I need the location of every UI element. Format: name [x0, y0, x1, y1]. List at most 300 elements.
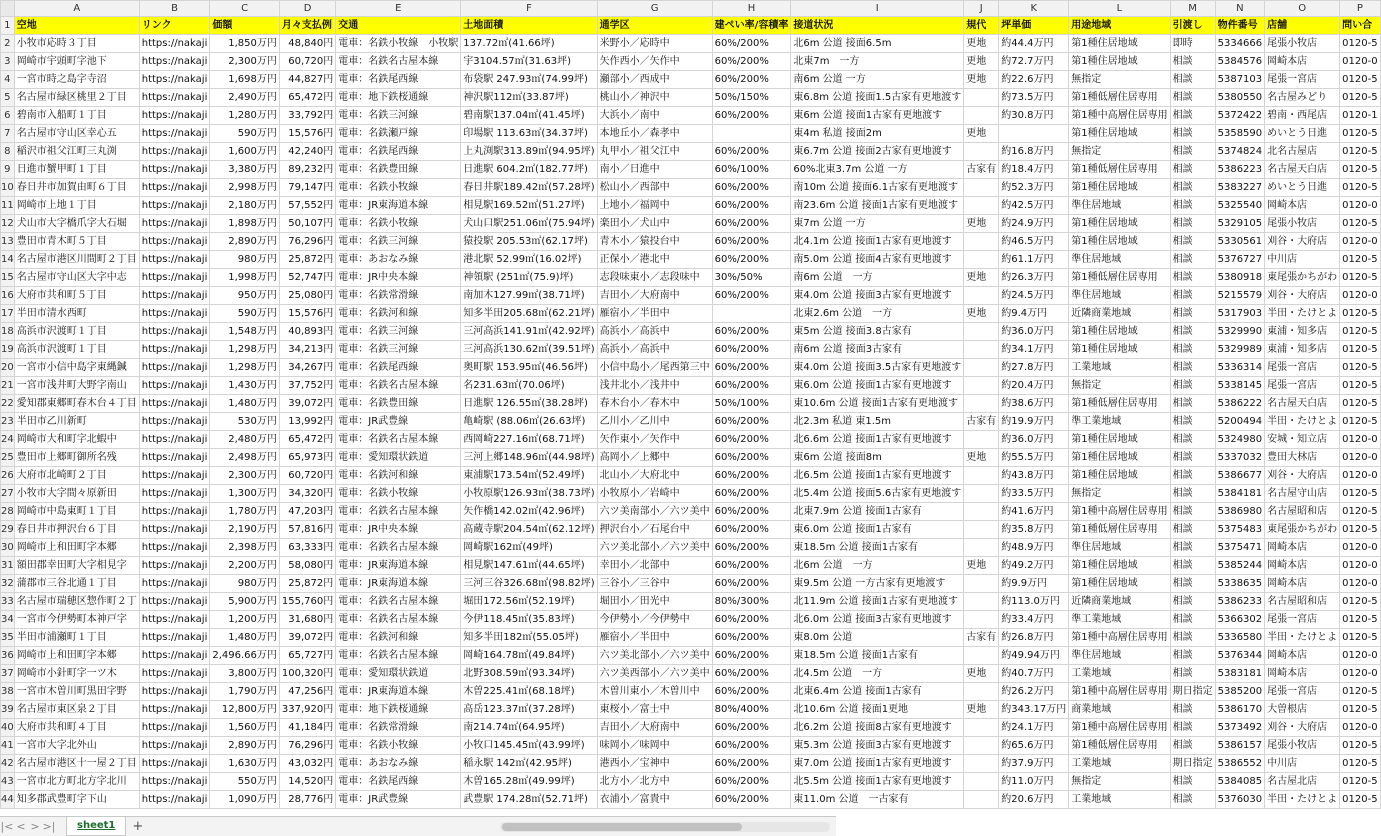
cell[interactable]: https://nakaji	[139, 233, 210, 251]
cell[interactable]: 相談	[1170, 377, 1215, 395]
cell[interactable]: 0120-5	[1340, 737, 1380, 755]
cell[interactable]: 無指定	[1069, 773, 1170, 791]
cell[interactable]	[964, 575, 999, 593]
cell[interactable]: 60%/200%	[712, 431, 791, 449]
cell[interactable]: 東4.0m 公道 接面3古家有更地渡す	[791, 287, 964, 305]
cell[interactable]: 60%/200%	[712, 251, 791, 269]
cell[interactable]: 約24.9万円	[999, 215, 1069, 233]
cell[interactable]: 約33.5万円	[999, 485, 1069, 503]
cell[interactable]: 0120-5	[1340, 341, 1380, 359]
cell[interactable]: 60%/200%	[712, 503, 791, 521]
cell[interactable]: 0120-0	[1340, 719, 1380, 737]
cell[interactable]: 六ツ美北部小／六ツ美中	[597, 539, 712, 557]
cell[interactable]: 一宮市今伊勢町本神戸字	[14, 611, 139, 629]
cell[interactable]: 南5.0m 公道 接面4古家有更地渡す	[791, 251, 964, 269]
cell[interactable]: 電車：JR中央本線	[336, 269, 461, 287]
cell[interactable]: 電車：名鉄三河線	[336, 233, 461, 251]
cell[interactable]: 15,576円	[279, 305, 335, 323]
cell[interactable]: 電車：名鉄尾西線	[336, 359, 461, 377]
cell[interactable]: 堀田小／田光中	[597, 593, 712, 611]
cell[interactable]: 60%/200%	[712, 143, 791, 161]
cell[interactable]: 0120-5	[1340, 71, 1380, 89]
cell[interactable]: 電車：名鉄小牧線	[336, 179, 461, 197]
cell[interactable]: 名古屋市港区川間町２丁目	[14, 251, 139, 269]
cell[interactable]: 北6.2m 公道 接面8古家有更地渡す	[791, 719, 964, 737]
cell[interactable]	[964, 359, 999, 377]
column-header-h[interactable]: H	[712, 1, 791, 17]
cell[interactable]: 木曽165.28㎡(49.99坪)	[461, 773, 597, 791]
cell[interactable]: 期日指定	[1170, 683, 1215, 701]
cell[interactable]: 矢作橋142.02㎡(42.96坪)	[461, 503, 597, 521]
cell[interactable]: 相談	[1170, 791, 1215, 809]
cell[interactable]: 0120-0	[1340, 467, 1380, 485]
cell[interactable]: 岡崎本店	[1265, 647, 1340, 665]
cell[interactable]: 岡崎市中島東町１丁目	[14, 503, 139, 521]
cell[interactable]: 亀崎駅 (88.06㎡(26.63坪)	[461, 413, 597, 431]
cell[interactable]: 相談	[1170, 503, 1215, 521]
cell[interactable]: 名231.63㎡(70.06坪)	[461, 377, 597, 395]
cell[interactable]: 電車：名鉄三河線	[336, 341, 461, 359]
cell[interactable]: 名古屋天白店	[1265, 395, 1340, 413]
cell[interactable]: 電車：名鉄三河線	[336, 323, 461, 341]
cell[interactable]: 相談	[1170, 53, 1215, 71]
cell[interactable]: 電車：名鉄名古屋本線	[336, 431, 461, 449]
cell[interactable]: https://nakaji	[139, 395, 210, 413]
last-sheet-icon[interactable]: >|	[42, 820, 56, 833]
cell[interactable]	[964, 521, 999, 539]
cell[interactable]: 押沢台小／石尾台中	[597, 521, 712, 539]
header-cell[interactable]: 店舗	[1265, 17, 1340, 35]
cell[interactable]: 半田・たけとよ	[1265, 305, 1340, 323]
cell[interactable]: https://nakaji	[139, 701, 210, 719]
cell[interactable]: https://nakaji	[139, 557, 210, 575]
cell[interactable]: 北山小／大府北中	[597, 467, 712, 485]
cell[interactable]: 相談	[1170, 395, 1215, 413]
cell[interactable]: https://nakaji	[139, 53, 210, 71]
cell[interactable]: 電車：JR東海道本線	[336, 683, 461, 701]
cell[interactable]: 2,180万円	[210, 197, 280, 215]
cell[interactable]: 尾張一宮店	[1265, 359, 1340, 377]
cell[interactable]: 33,792円	[279, 107, 335, 125]
cell[interactable]: 0120-0	[1340, 575, 1380, 593]
cell[interactable]: 0120-0	[1340, 557, 1380, 575]
row-number[interactable]: 39	[1, 701, 15, 719]
cell[interactable]: 第1種住居地域	[1069, 431, 1170, 449]
row-number[interactable]: 9	[1, 161, 15, 179]
cell[interactable]: 半田市清水西町	[14, 305, 139, 323]
cell[interactable]: 5376030	[1215, 791, 1265, 809]
cell[interactable]: 25,080円	[279, 287, 335, 305]
cell[interactable]: 相見駅147.61㎡(44.65坪)	[461, 557, 597, 575]
cell[interactable]: 0120-5	[1340, 521, 1380, 539]
cell[interactable]: https://nakaji	[139, 431, 210, 449]
cell[interactable]: 第1種住居地域	[1069, 233, 1170, 251]
column-header-j[interactable]: J	[964, 1, 999, 17]
cell[interactable]: 0120-5	[1340, 395, 1380, 413]
row-number[interactable]: 34	[1, 611, 15, 629]
cell[interactable]: 三河高浜130.62㎡(39.51坪)	[461, 341, 597, 359]
cell[interactable]: 2,190万円	[210, 521, 280, 539]
cell[interactable]: https://nakaji	[139, 215, 210, 233]
cell[interactable]: 額田郡幸田町大字相見字	[14, 557, 139, 575]
cell[interactable]: 相談	[1170, 557, 1215, 575]
cell[interactable]: 980万円	[210, 575, 280, 593]
cell[interactable]: 約46.5万円	[999, 233, 1069, 251]
cell[interactable]: 名古屋北店	[1265, 773, 1340, 791]
cell[interactable]: 第1種住居地域	[1069, 467, 1170, 485]
cell[interactable]: 幸田小／北部中	[597, 557, 712, 575]
cell[interactable]: https://nakaji	[139, 197, 210, 215]
cell[interactable]: 第1種住居地域	[1069, 557, 1170, 575]
cell[interactable]: https://nakaji	[139, 287, 210, 305]
cell[interactable]: 北6.6m 公道 接面1古家有更地渡す	[791, 431, 964, 449]
cell[interactable]: 半田市浦瀬町１丁目	[14, 629, 139, 647]
cell[interactable]: 電車：名鉄名古屋本線	[336, 647, 461, 665]
cell[interactable]: 更地	[964, 125, 999, 143]
cell[interactable]: 半田・たけとよ	[1265, 791, 1340, 809]
cell[interactable]: 約33.4万円	[999, 611, 1069, 629]
cell[interactable]: 80%/300%	[712, 593, 791, 611]
cell[interactable]: 5215579	[1215, 287, 1265, 305]
cell[interactable]: 北野308.59㎡(93.34坪)	[461, 665, 597, 683]
cell[interactable]	[712, 305, 791, 323]
cell[interactable]: 約24.1万円	[999, 719, 1069, 737]
column-header-m[interactable]: M	[1170, 1, 1215, 17]
cell[interactable]	[964, 287, 999, 305]
cell[interactable]: 尾張一宮店	[1265, 683, 1340, 701]
cell[interactable]: 5386552	[1215, 755, 1265, 773]
header-cell[interactable]: 規代	[964, 17, 999, 35]
cell[interactable]: 春日井駅189.42㎡(57.28坪)	[461, 179, 597, 197]
cell[interactable]: 相談	[1170, 323, 1215, 341]
cell[interactable]: 電車：JR武豊線	[336, 791, 461, 809]
cell[interactable]: 約16.8万円	[999, 143, 1069, 161]
cell[interactable]: 青木小／猿投台中	[597, 233, 712, 251]
cell[interactable]: 無指定	[1069, 485, 1170, 503]
row-number[interactable]: 43	[1, 773, 15, 791]
cell[interactable]: 60%/200%	[712, 665, 791, 683]
cell[interactable]: 337,920円	[279, 701, 335, 719]
cell[interactable]: 名古屋市守山区幸心五	[14, 125, 139, 143]
cell[interactable]: 第1種住居地域	[1069, 35, 1170, 53]
cell[interactable]: 相談	[1170, 143, 1215, 161]
cell[interactable]: 第1種低層住居専用	[1069, 737, 1170, 755]
cell[interactable]: 第1種住居地域	[1069, 449, 1170, 467]
cell[interactable]: 堀田172.56㎡(52.19坪)	[461, 593, 597, 611]
header-cell[interactable]: 物件番号	[1215, 17, 1265, 35]
cell[interactable]: 木曽225.41㎡(68.18坪)	[461, 683, 597, 701]
cell[interactable]: 590万円	[210, 125, 280, 143]
cell[interactable]: 60%/200%	[712, 35, 791, 53]
cell[interactable]: 相談	[1170, 629, 1215, 647]
cell[interactable]: 5384085	[1215, 773, 1265, 791]
cell[interactable]: 2,480万円	[210, 431, 280, 449]
cell[interactable]: 25,872円	[279, 575, 335, 593]
cell[interactable]: 60%/200%	[712, 485, 791, 503]
cell[interactable]: 蒲郡市三谷北通１丁目	[14, 575, 139, 593]
cell[interactable]: 大府市北崎町２丁目	[14, 467, 139, 485]
cell[interactable]: 1,480万円	[210, 395, 280, 413]
cell[interactable]: 13,992円	[279, 413, 335, 431]
column-header-g[interactable]: G	[597, 1, 712, 17]
cell[interactable]: 5337032	[1215, 449, 1265, 467]
cell[interactable]	[964, 395, 999, 413]
cell[interactable]: 63,333円	[279, 539, 335, 557]
cell[interactable]: 名古屋天白店	[1265, 161, 1340, 179]
cell[interactable]: 豊田市上郷町御所名残	[14, 449, 139, 467]
cell[interactable]: 31,680円	[279, 611, 335, 629]
cell[interactable]: 西岡崎227.16㎡(68.71坪)	[461, 431, 597, 449]
cell[interactable]: 0120-5	[1340, 125, 1380, 143]
cell[interactable]: 約30.8万円	[999, 107, 1069, 125]
cell[interactable]: 約36.0万円	[999, 431, 1069, 449]
cell[interactable]: 名古屋昭和店	[1265, 593, 1340, 611]
cell[interactable]: https://nakaji	[139, 575, 210, 593]
cell[interactable]: 28,776円	[279, 791, 335, 809]
cell[interactable]: https://nakaji	[139, 773, 210, 791]
cell[interactable]: 東6.8m 公道 接面1.5古家有更地渡す	[791, 89, 964, 107]
cell[interactable]: 約9.9万円	[999, 575, 1069, 593]
cell[interactable]: 60%/200%	[712, 71, 791, 89]
cell[interactable]: 日進市蟹甲町１丁目	[14, 161, 139, 179]
cell[interactable]: 0120-5	[1340, 161, 1380, 179]
cell[interactable]: 相談	[1170, 125, 1215, 143]
row-number[interactable]: 23	[1, 413, 15, 431]
cell[interactable]: 矢作西小／矢作中	[597, 53, 712, 71]
cell[interactable]: 碧南・西尾店	[1265, 107, 1340, 125]
cell[interactable]: 60%/200%	[712, 341, 791, 359]
cell[interactable]: 武豊駅 174.28㎡(52.71坪)	[461, 791, 597, 809]
cell[interactable]: https://nakaji	[139, 593, 210, 611]
cell[interactable]: 木曽川東小／木曽川中	[597, 683, 712, 701]
cell[interactable]	[964, 593, 999, 611]
cell[interactable]: 0120-5	[1340, 143, 1380, 161]
cell[interactable]: 5387103	[1215, 71, 1265, 89]
cell[interactable]: 電車：名鉄尾西線	[336, 143, 461, 161]
cell[interactable]: 更地	[964, 71, 999, 89]
cell[interactable]: 古家有	[964, 413, 999, 431]
cell[interactable]: 5366302	[1215, 611, 1265, 629]
cell[interactable]: 5380918	[1215, 269, 1265, 287]
cell[interactable]: 相談	[1170, 485, 1215, 503]
cell[interactable]: 76,296円	[279, 737, 335, 755]
row-number[interactable]: 42	[1, 755, 15, 773]
cell[interactable]	[999, 125, 1069, 143]
cell[interactable]: 吉田小／大府南中	[597, 287, 712, 305]
cell[interactable]: 約20.6万円	[999, 791, 1069, 809]
cell[interactable]: 47,203円	[279, 503, 335, 521]
cell[interactable]: 5317903	[1215, 305, 1265, 323]
cell[interactable]: 岡崎市宇頭町字池下	[14, 53, 139, 71]
cell[interactable]: 近隣商業地域	[1069, 593, 1170, 611]
row-number[interactable]: 7	[1, 125, 15, 143]
cell[interactable]: 電車：名鉄瀬戸線	[336, 125, 461, 143]
cell[interactable]: 57,816円	[279, 521, 335, 539]
cell[interactable]: 2,890万円	[210, 233, 280, 251]
cell[interactable]: 15,576円	[279, 125, 335, 143]
cell[interactable]: https://nakaji	[139, 125, 210, 143]
cell[interactable]: 電車：名鉄常滑線	[336, 719, 461, 737]
cell[interactable]: 第1種低層住居専用	[1069, 521, 1170, 539]
cell[interactable]: 0120-5	[1340, 629, 1380, 647]
cell[interactable]: 相談	[1170, 161, 1215, 179]
cell[interactable]: 約44.4万円	[999, 35, 1069, 53]
cell[interactable]: 更地	[964, 557, 999, 575]
cell[interactable]: 60%/200%	[712, 467, 791, 485]
cell[interactable]: 1,998万円	[210, 269, 280, 287]
cell[interactable]: 60%/200%	[712, 233, 791, 251]
column-header-n[interactable]: N	[1215, 1, 1265, 17]
cell[interactable]: https://nakaji	[139, 521, 210, 539]
cell[interactable]: https://nakaji	[139, 467, 210, 485]
cell[interactable]: 南6m 公道 一方	[791, 71, 964, 89]
cell[interactable]: 0120-5	[1340, 359, 1380, 377]
cell[interactable]: 岡崎本店	[1265, 53, 1340, 71]
cell[interactable]: https://nakaji	[139, 341, 210, 359]
cell[interactable]: 2,890万円	[210, 737, 280, 755]
cell[interactable]: 約43.8万円	[999, 467, 1069, 485]
header-cell[interactable]: 土地面積	[461, 17, 597, 35]
cell[interactable]: 工業地域	[1069, 665, 1170, 683]
cell[interactable]: 約11.0万円	[999, 773, 1069, 791]
cell[interactable]: 5372422	[1215, 107, 1265, 125]
cell[interactable]: 50%/100%	[712, 395, 791, 413]
cell[interactable]: 65,973円	[279, 449, 335, 467]
cell[interactable]	[964, 467, 999, 485]
cell[interactable]: 北5.5m 公道 接面1古家有更地渡す	[791, 773, 964, 791]
cell[interactable]: 刈谷・大府店	[1265, 287, 1340, 305]
cell[interactable]: 北東6.4m 公道 接面1古家有	[791, 683, 964, 701]
cell[interactable]: 約27.8万円	[999, 359, 1069, 377]
cell[interactable]: 半田市乙川新町	[14, 413, 139, 431]
cell[interactable]: 58,080円	[279, 557, 335, 575]
cell[interactable]: 北6.0m 公道 接面3古家有更地渡す	[791, 611, 964, 629]
row-number[interactable]: 41	[1, 737, 15, 755]
row-number[interactable]: 16	[1, 287, 15, 305]
cell[interactable]: 神領駅 (251㎡(75.9)坪)	[461, 269, 597, 287]
header-cell[interactable]: 引渡し	[1170, 17, 1215, 35]
cell[interactable]: 南23.6m 公道 接面1古家有更地渡す	[791, 197, 964, 215]
cell[interactable]: 5386223	[1215, 161, 1265, 179]
cell[interactable]: 北方小／北方中	[597, 773, 712, 791]
header-cell[interactable]: 通学区	[597, 17, 712, 35]
column-header-e[interactable]: E	[336, 1, 461, 17]
cell[interactable]: 桃山小／神沢中	[597, 89, 712, 107]
row-number[interactable]: 3	[1, 53, 15, 71]
cell[interactable]: 上丸渕駅313.89㎡(94.95坪)	[461, 143, 597, 161]
cell[interactable]: 第1種中高層住居専用	[1069, 503, 1170, 521]
cell[interactable]: 60%/200%	[712, 107, 791, 125]
cell[interactable]: 第1種住居地域	[1069, 125, 1170, 143]
cell[interactable]: 岡崎市上地１丁目	[14, 197, 139, 215]
cell[interactable]	[964, 251, 999, 269]
cell[interactable]: 電車：JR東海道本線	[336, 575, 461, 593]
cell[interactable]	[964, 719, 999, 737]
cell[interactable]: 三河三谷326.68㎡(98.82坪)	[461, 575, 597, 593]
column-header-o[interactable]: O	[1265, 1, 1340, 17]
column-header-f[interactable]: F	[461, 1, 597, 17]
cell[interactable]: 0120-5	[1340, 755, 1380, 773]
cell[interactable]	[964, 539, 999, 557]
cell[interactable]: 準工業地域	[1069, 611, 1170, 629]
cell[interactable]: 北東2.6m 公道 一方	[791, 305, 964, 323]
cell[interactable]: 東6.7m 公道 接面2古家有更地渡す	[791, 143, 964, 161]
cell[interactable]: 半田・たけとよ	[1265, 629, 1340, 647]
cell[interactable]: 北5.4m 公道 接面5.6古家有更地渡す	[791, 485, 964, 503]
cell[interactable]: 0120-0	[1340, 449, 1380, 467]
header-cell[interactable]: 用途地域	[1069, 17, 1170, 35]
cell[interactable]: 稲沢市祖父江町三丸渕	[14, 143, 139, 161]
cell[interactable]: 北名古屋店	[1265, 143, 1340, 161]
cell[interactable]: 港西小／宝神中	[597, 755, 712, 773]
cell[interactable]: 5324980	[1215, 431, 1265, 449]
cell[interactable]: 尾張一宮店	[1265, 377, 1340, 395]
column-header-d[interactable]: D	[279, 1, 335, 17]
cell[interactable]: 37,752円	[279, 377, 335, 395]
cell[interactable]: 60%/200%	[712, 719, 791, 737]
cell[interactable]: 100,320円	[279, 665, 335, 683]
cell[interactable]: 1,548万円	[210, 323, 280, 341]
cell[interactable]: 電車：名鉄常滑線	[336, 287, 461, 305]
cell[interactable]: 0120-5	[1340, 593, 1380, 611]
cell[interactable]: 5336314	[1215, 359, 1265, 377]
cell[interactable]: https://nakaji	[139, 143, 210, 161]
cell[interactable]: 工業地域	[1069, 791, 1170, 809]
column-header-l[interactable]: L	[1069, 1, 1170, 17]
cell[interactable]: 三河高浜141.91㎡(42.92坪)	[461, 323, 597, 341]
cell[interactable]: 0120-1	[1340, 107, 1380, 125]
cell[interactable]: 豊田市青木町５丁目	[14, 233, 139, 251]
cell[interactable]: 浅井北小／浅井中	[597, 377, 712, 395]
cell[interactable]: 40,893円	[279, 323, 335, 341]
cell[interactable]: 電車：地下鉄桜通線	[336, 701, 461, 719]
cell[interactable]: 北6m 公道 一方	[791, 557, 964, 575]
cell[interactable]	[964, 683, 999, 701]
cell[interactable]: 衣浦小／富貴中	[597, 791, 712, 809]
cell[interactable]: 相談	[1170, 215, 1215, 233]
cell[interactable]: 東尾張かちがわ	[1265, 521, 1340, 539]
cell[interactable]: 14,520円	[279, 773, 335, 791]
row-number[interactable]: 12	[1, 215, 15, 233]
cell[interactable]: 刈谷・大府店	[1265, 467, 1340, 485]
cell[interactable]: 正保小／港北中	[597, 251, 712, 269]
cell[interactable]: 東18.5m 公道 接面1古家有	[791, 539, 964, 557]
cell[interactable]: https://nakaji	[139, 485, 210, 503]
cell[interactable]: 相談	[1170, 359, 1215, 377]
row-number[interactable]: 4	[1, 71, 15, 89]
cell[interactable]: 一宮市北方町北方字北川	[14, 773, 139, 791]
cell[interactable]: 東浦・知多店	[1265, 341, 1340, 359]
cell[interactable]: 41,184円	[279, 719, 335, 737]
cell[interactable]: 約18.4万円	[999, 161, 1069, 179]
cell[interactable]: 39,072円	[279, 629, 335, 647]
column-header-b[interactable]: B	[139, 1, 210, 17]
cell[interactable]: 137.72㎡(41.66坪)	[461, 35, 597, 53]
cell[interactable]: 南加木127.99㎡(38.71坪)	[461, 287, 597, 305]
cell[interactable]	[964, 503, 999, 521]
cell[interactable]: 48,840円	[279, 35, 335, 53]
cell[interactable]: 小牧市応時３丁目	[14, 35, 139, 53]
cell[interactable]: 東18.5m 公道 接面1古家有	[791, 647, 964, 665]
cell[interactable]: 春日井市加賀由町６丁目	[14, 179, 139, 197]
cell[interactable]: https://nakaji	[139, 647, 210, 665]
cell[interactable]: 5329990	[1215, 323, 1265, 341]
row-number[interactable]: 15	[1, 269, 15, 287]
cell[interactable]: 南6m 公道 接面3古家有	[791, 341, 964, 359]
cell[interactable]: 三谷小／三谷中	[597, 575, 712, 593]
cell[interactable]: 約72.7万円	[999, 53, 1069, 71]
cell[interactable]: 50%/150%	[712, 89, 791, 107]
